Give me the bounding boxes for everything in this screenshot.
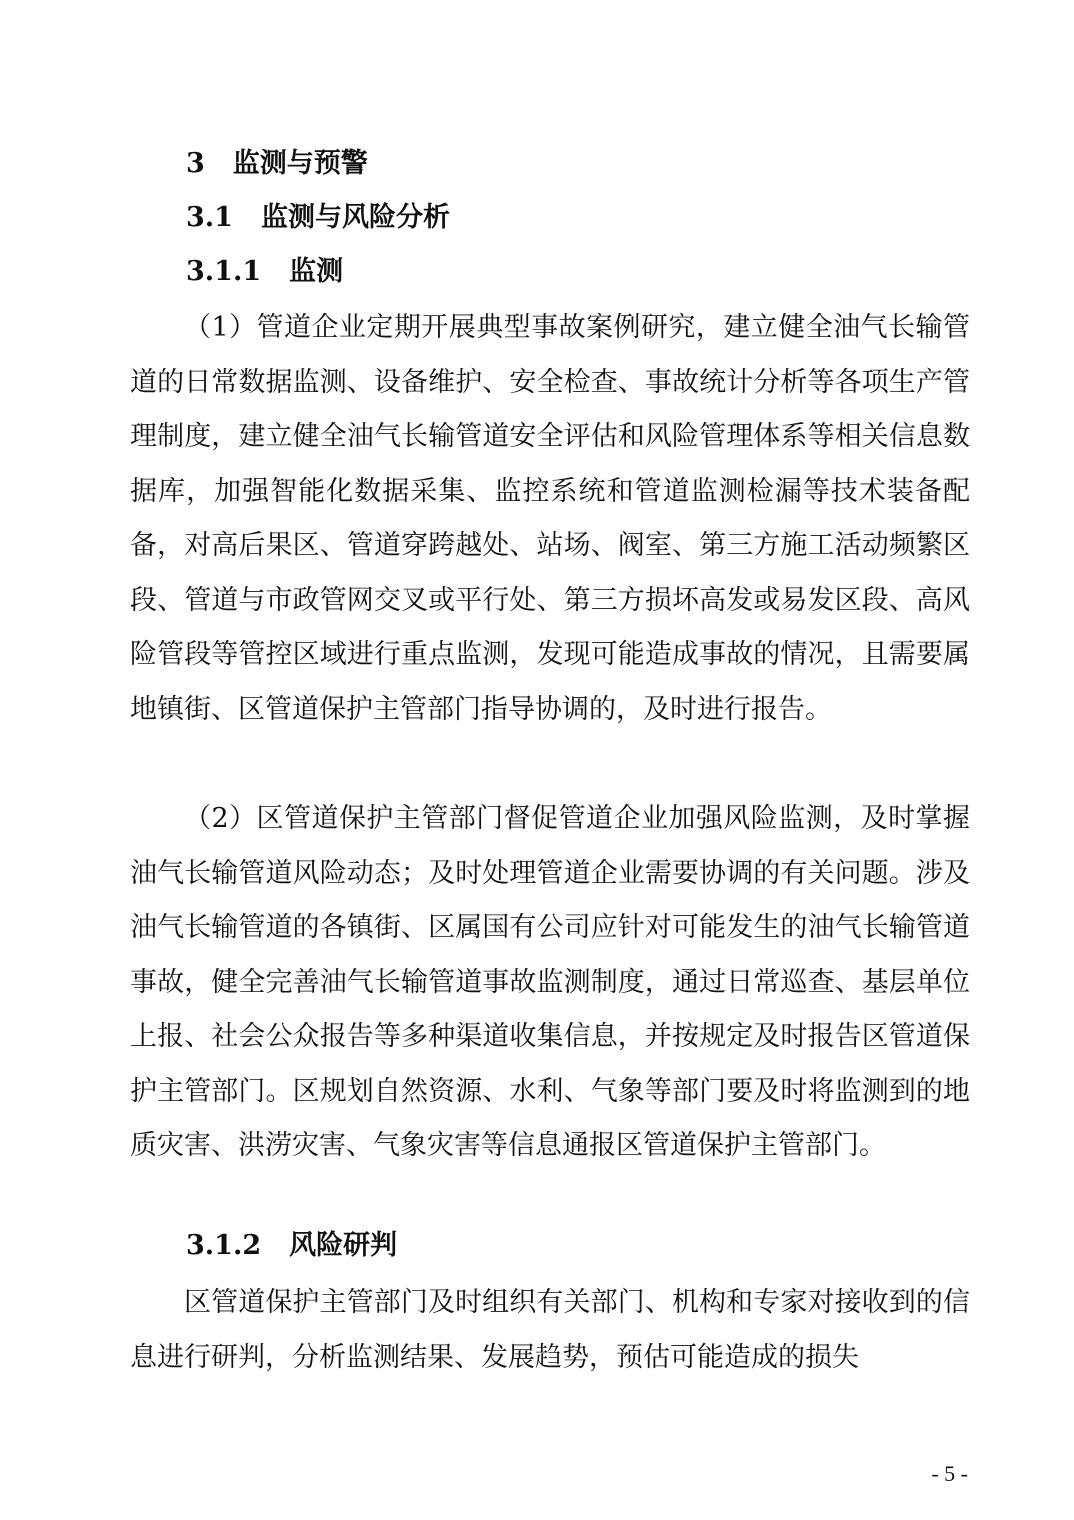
paragraph-monitoring-2: （2）区管道保护主管部门督促管道企业加强风险监测，及时掌握油气长输管道风险动态；及时处理管道企业需要协调的有关问题。涉及油气长输管道的各镇街、区属国有公司应针对可能发生的油气长输管道事故，健全完善油气长输管道事故监测制度，通过日常巡查、基层单位上报、社会公众报告等多种渠道收集信息，并按规定及时报告区管道保护主管部门。区规划自然资源、水利、气象等部门要及时将监测到的地质灾害、洪涝灾害、气象灾害等信息通报区管道保护主管部门。 — [130, 803, 970, 1161]
section-number: 3.1.1 — [186, 256, 262, 287]
section-title: 监测与风险分析 — [260, 202, 450, 233]
section-number: 3.1.2 — [186, 1230, 262, 1261]
paragraph-monitoring-1: （1）管道企业定期开展典型事故案例研究，建立健全油气长输管道的日常数据监测、设备维护、安全检查、事故统计分析等各项生产管理制度，建立健全油气长输管道安全评估和风险管理体系等相关信息数据库，加强智能化数据采集、监控系统和管道监测检漏等技术装备配备，对高后果区、管道穿跨越处、站场、阀室、第三方施工活动频繁区段、管道与市政管网交叉或平行处、第三方损坏高发或易发区段、高风险管段等管控区域进行重点监测，发现可能造成事故的情况，且需要属地镇街、区管道保护主管部门指导协调的，及时进行报告。 — [130, 312, 970, 725]
section-heading-3-1-2 — [186, 1231, 397, 1261]
page-number: - 5 - — [931, 1461, 968, 1486]
section-number: 3 — [186, 148, 205, 179]
section-heading-3 — [186, 149, 368, 179]
section-title: 监测 — [289, 256, 344, 287]
section-title: 监测与预警 — [232, 148, 368, 179]
section-heading-3-1 — [186, 203, 450, 233]
section-title: 风险研判 — [289, 1230, 398, 1261]
section-heading-3-1-1 — [186, 257, 343, 287]
paragraph-risk-assessment: 区管道保护主管部门及时组织有关部门、机构和专家对接收到的信息进行研判，分析监测结果、发展趋势，预估可能造成的损失 — [130, 1287, 970, 1373]
section-number: 3.1 — [186, 202, 233, 233]
